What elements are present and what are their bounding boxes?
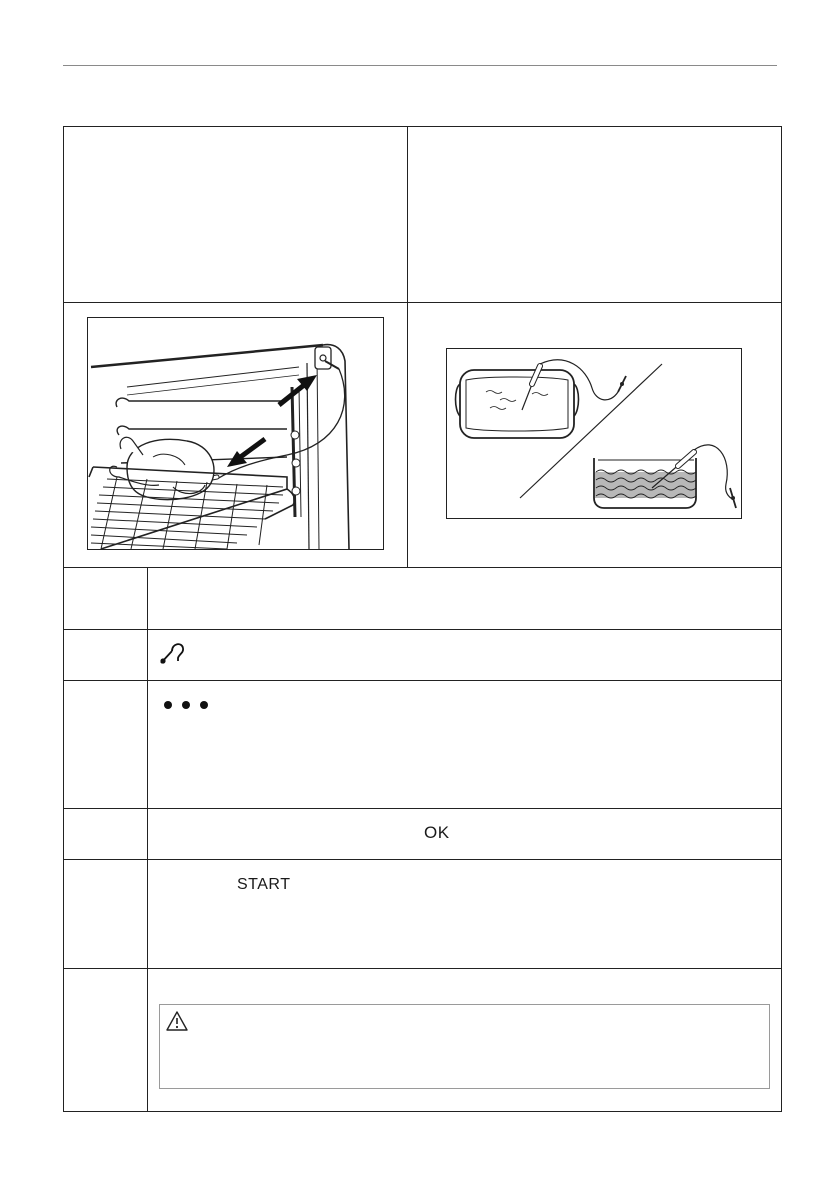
warning-box bbox=[159, 1004, 770, 1089]
row-divider bbox=[63, 302, 782, 303]
ok-key-label: OK bbox=[424, 823, 450, 842]
row-divider bbox=[63, 567, 782, 568]
start-key-label: START bbox=[237, 876, 291, 893]
probe-position-illustration bbox=[446, 348, 742, 519]
oven-probe-illustration bbox=[87, 317, 384, 550]
step-row-divider bbox=[63, 859, 782, 860]
meat-probe-icon bbox=[158, 640, 188, 666]
header-rule bbox=[63, 65, 777, 66]
step-row-divider bbox=[63, 629, 782, 630]
step-row-divider bbox=[63, 808, 782, 809]
warning-triangle-icon bbox=[165, 1010, 189, 1032]
step-row-divider bbox=[63, 968, 782, 969]
three-dots-icon bbox=[160, 698, 212, 712]
step-row-divider bbox=[63, 680, 782, 681]
column-divider bbox=[407, 126, 408, 567]
step-column-divider bbox=[147, 567, 148, 1112]
instruction-table bbox=[63, 126, 782, 1112]
